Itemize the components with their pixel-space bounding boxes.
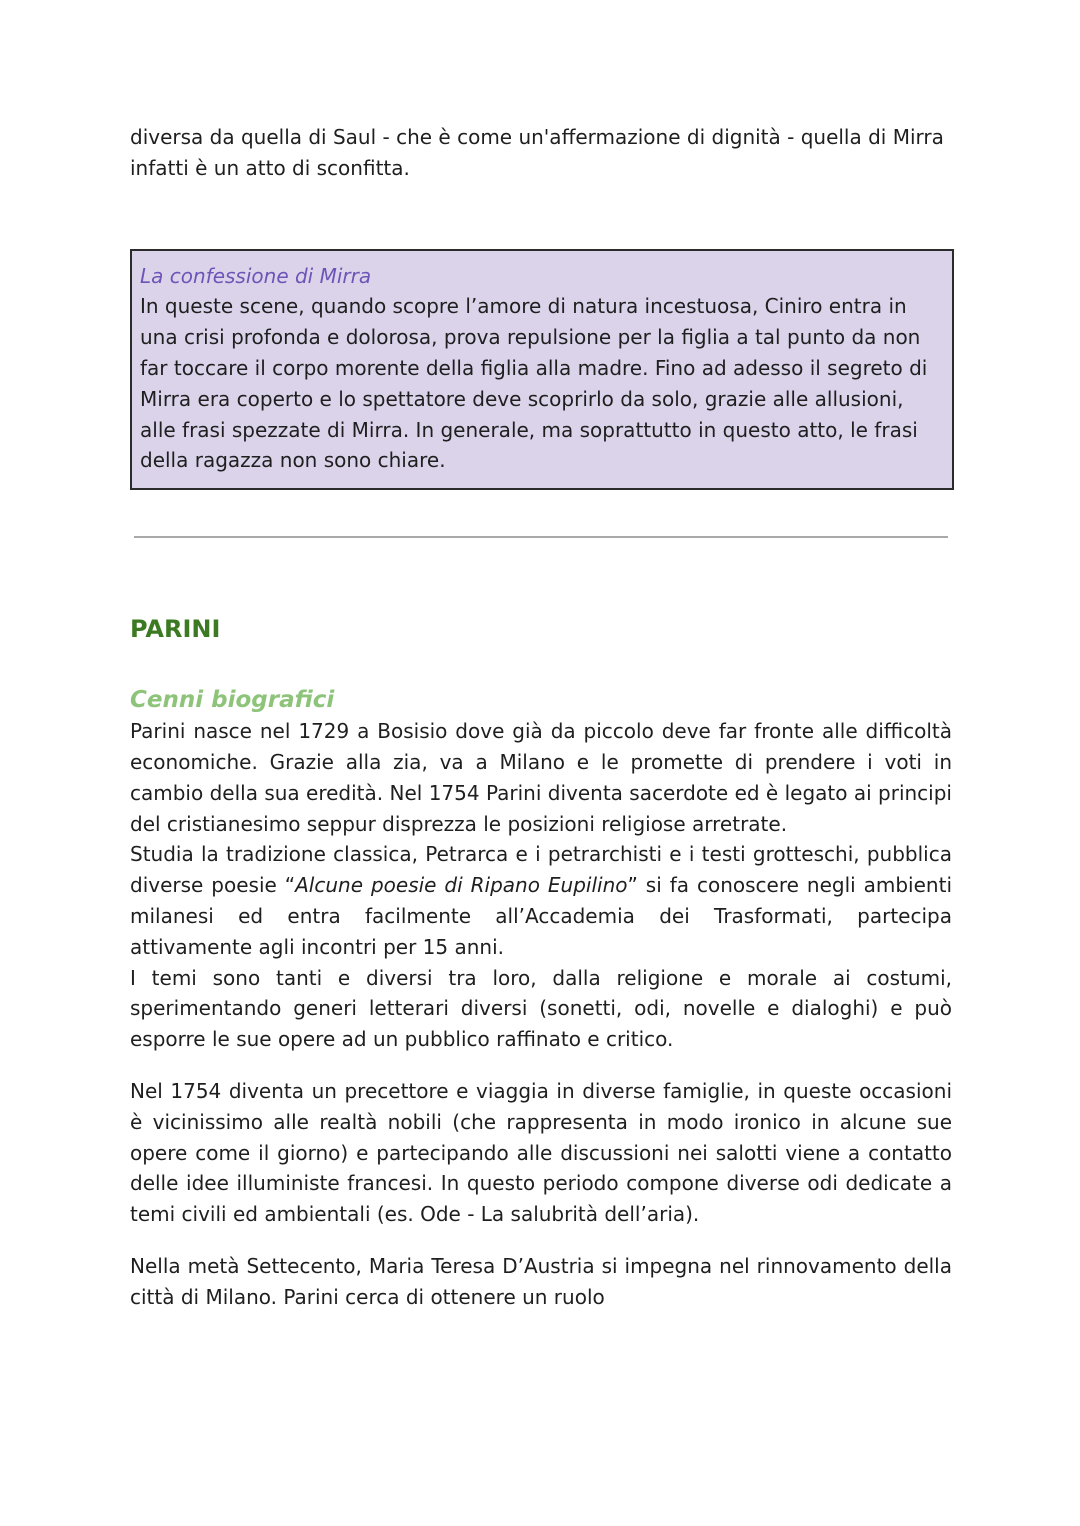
intro-paragraph: diversa da quella di Saul - che è come un'affermazione di dignità - quella di Mirra infatti è un atto di sconfitta. [130,125,944,180]
biography-paragraph-5: Nella metà Settecento, Maria Teresa D’Austria si impegna nel rinnovamento della città di Milano. Parini cerca di ottenere un ruolo [130,1253,952,1309]
section-title: PARINI [130,615,221,644]
highlight-box [130,249,954,491]
biography-block [130,716,952,1055]
biography-paragraph-4: Nel 1754 diventa un precettore e viaggia in diverse famiglie, in queste occasioni è vicinissimo alle realtà nobili (che rappresenta in modo ironico in alcune sue opere come il giorno) e partecipando alle discussioni nei salotti viene a contatto delle idee illuministe francesi. In questo periodo compone diverse odi dedicate a temi civili ed ambientali (es. Ode - La salubrità dell’aria). [130,1078,952,1227]
biography-paragraph-2 [130,839,952,962]
paragraph-2-lead: Studia la tradizione classica, Petrarca e i petrarchisti e i testi grotteschi, pubblica diverse poesie “ [130,842,952,898]
section-subtitle: Cenni biografici [130,687,335,714]
section-divider [134,536,948,538]
highlight-box-body: In queste scene, quando scopre l’amore di natura incestuosa, Ciniro entra in una crisi profonda e dolorosa, prova repulsione per la figlia a tal punto da non far toccare il corpo morente della figlia alla madre. Fino ad adesso il segreto di Mirra era coperto e lo spettatore deve scoprirlo da solo, grazie alle allusioni, alle frasi spezzate di Mirra. In generale, ma soprattutto in questo atto, le frasi della ragazza non sono chiare. [140,294,928,473]
work-title: Alcune poesie di Ripano Eupilino [295,873,628,898]
biography-paragraph-1: Parini nasce nel 1729 a Bosisio dove già da piccolo deve far fronte alle difficoltà economiche. Grazie alla zia, va a Milano e le promette di prendere i voti in cambio della sua eredità. Nel 1754 Parini diventa sacerdote ed è legato ai principi del cristianesimo seppur disprezza le posizioni religiose arretrate. [130,719,952,836]
biography-paragraph-3: I temi sono tanti e diversi tra loro, dalla religione e morale ai costumi, sperimentando generi letterari diversi (sonetti, odi, novelle e dialoghi) e può esporre le sue opere ad un pubblico raffinato e critico. [130,965,952,1052]
paragraph-2-tail: ” si fa conoscere negli ambienti milanesi ed entra facilmente all’Accademia dei Trasformati, partecipa attivamente agli incontri per 15 anni. [130,873,952,959]
highlight-box-title: La confessione di Mirra [140,263,372,288]
document-page [130,122,952,1313]
